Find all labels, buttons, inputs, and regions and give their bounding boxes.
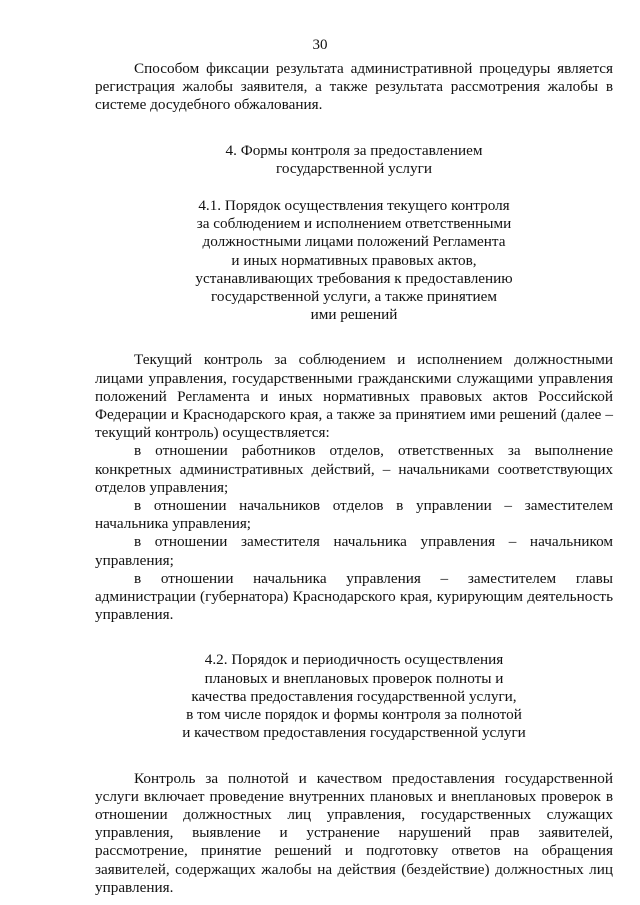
heading-line: государственной услуги bbox=[276, 159, 432, 177]
heading-line: ими решений bbox=[310, 306, 398, 324]
spacer bbox=[95, 624, 613, 651]
spacer bbox=[95, 178, 613, 197]
heading-line: должностными лицами положений Регламента bbox=[202, 233, 506, 251]
spacer bbox=[95, 324, 613, 351]
paragraph-fixation: Способом фиксации результата административной процедуры является регистрация жалобы заявителя, а также результата рассмотрения жалобы в системе досудебного обжалования. bbox=[95, 60, 613, 114]
spacer bbox=[95, 743, 613, 770]
list-item: в отношении начальника управления – заместителем главы администрации (губернатора) Краснодарского края, курирующим деятельность управления. bbox=[95, 569, 613, 624]
paragraph-current-control: Текущий контроль за соблюдением и исполнением должностными лицами управления, государственными гражданскими служащими управления положений Регламента и иных нормативных правовых актов Российской Федерации и Краснодарского края, а также за принятием ими решений (далее – текущий контроль) осуществляется: bbox=[95, 351, 613, 442]
paragraph-quality-control: Контроль за полнотой и качеством предоставления государственной услуги включает проведение внутренних плановых и внеплановых проверок в отношении должностных лиц управления, государственных служащих управления, выявление и устранение нарушений прав заявителей, рассмотрение, принятие решений и подготовку ответов на обращения заявителей, содержащих жалобы на действия (бездействие) должностных лиц управления. bbox=[95, 769, 613, 896]
list-item: в отношении заместителя начальника управления – начальником управления; bbox=[95, 533, 613, 569]
list-item: в отношении работников отделов, ответственных за выполнение конкретных административных действий, – начальниками соответствующих отделов управления; bbox=[95, 442, 613, 496]
heading-line: и иных нормативных правовых актов, bbox=[231, 251, 477, 269]
heading-line: плановых и внеплановых проверок полноты и bbox=[204, 669, 504, 687]
heading-line: и качеством предоставления государственной услуги bbox=[182, 724, 526, 742]
heading-section-4-1 bbox=[95, 197, 613, 324]
heading-line: государственной услуги, а также принятием bbox=[211, 288, 497, 306]
page-number: 30 bbox=[312, 37, 328, 53]
heading-section-4 bbox=[95, 142, 613, 178]
heading-line: 4.1. Порядок осуществления текущего контроля bbox=[198, 197, 510, 215]
heading-line: 4.2. Порядок и периодичность осуществления bbox=[204, 651, 504, 669]
heading-line: 4. Формы контроля за предоставлением bbox=[225, 141, 483, 159]
heading-line: за соблюдением и исполнением ответственными bbox=[196, 215, 512, 233]
heading-line: устанавливающих требования к предоставлению bbox=[195, 269, 513, 287]
heading-line: в том числе порядок и формы контроля за полнотой bbox=[186, 706, 522, 724]
document-body bbox=[95, 60, 613, 897]
heading-section-4-2 bbox=[95, 651, 613, 742]
list-item: в отношении начальников отделов в управлении – заместителем начальника управления; bbox=[95, 497, 613, 533]
heading-line: качества предоставления государственной услуги, bbox=[191, 687, 517, 705]
spacer bbox=[95, 115, 613, 142]
